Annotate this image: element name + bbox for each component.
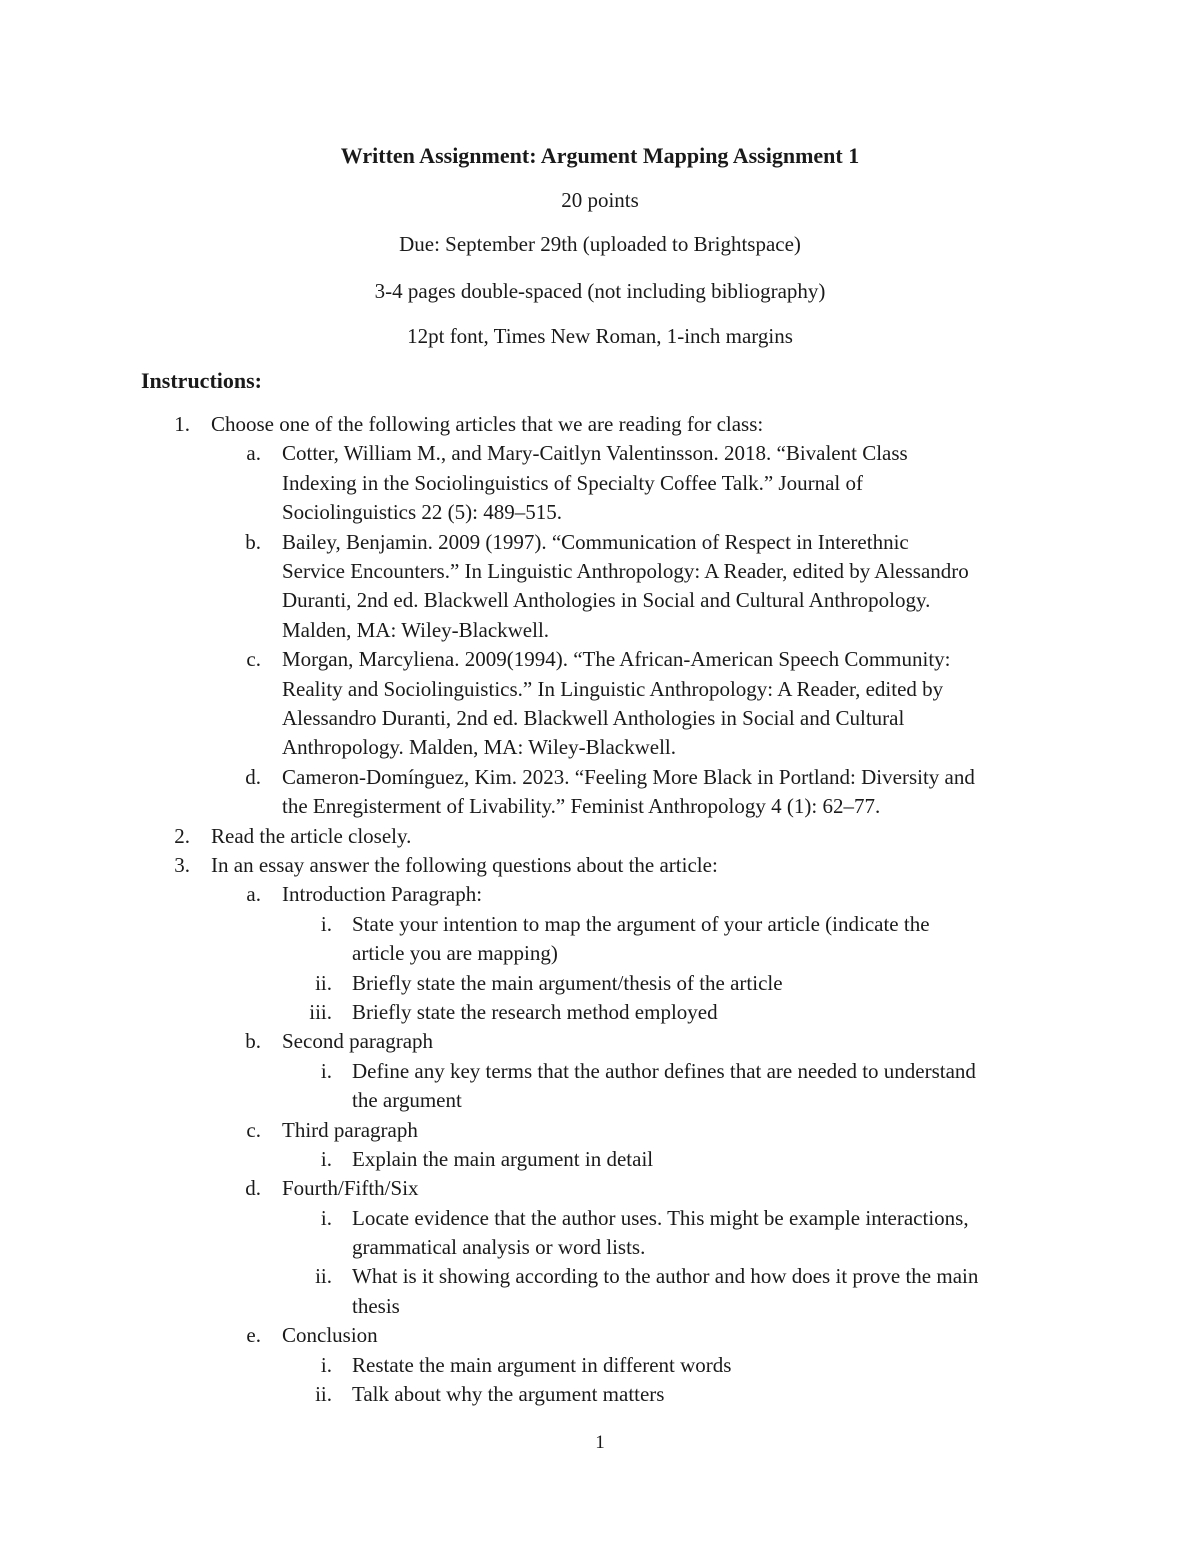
essay-part-label: Conclusion: [282, 1323, 378, 1348]
list-marker: ii.: [315, 970, 332, 995]
list-marker: i.: [320, 1205, 332, 1230]
citation-line: Reality and Sociolinguistics.” In Linguistic Anthropology: A Reader, edited by: [282, 676, 944, 701]
article-option: [0, 763, 1200, 822]
essay-part: [0, 880, 1200, 909]
due-date-line: Due: September 29th (uploaded to Brightspace): [399, 232, 801, 256]
essay-subitem: [0, 1145, 1200, 1174]
citation-line: Cameron-Domínguez, Kim. 2023. “Feeling More Black in Portland: Diversity and: [282, 764, 975, 789]
list-marker: i.: [320, 1058, 332, 1083]
subitem-line: Explain the main argument in detail: [352, 1146, 654, 1171]
list-item-text: In an essay answer the following questions about the article:: [211, 852, 718, 877]
citation-line: Cotter, William M., and Mary-Caitlyn Valentinsson. 2018. “Bivalent Class: [282, 441, 908, 466]
list-item: [0, 851, 1200, 880]
list-marker: b.: [245, 529, 261, 554]
list-marker: ii.: [315, 1382, 332, 1407]
list-marker: a.: [246, 441, 261, 466]
subitem-line: Restate the main argument in different words: [352, 1352, 732, 1377]
subitem-line: Briefly state the main argument/thesis of the article: [352, 970, 783, 995]
citation-line: Duranti, 2nd ed. Blackwell Anthologies in Social and Cultural Anthropology.: [282, 588, 931, 613]
list-marker: a.: [246, 882, 261, 907]
essay-subitem: [0, 1204, 1200, 1263]
points-line: 20 points: [561, 188, 639, 212]
subitem-line: Locate evidence that the author uses. This might be example interactions,: [352, 1205, 969, 1230]
list-marker: iii.: [309, 999, 332, 1024]
list-marker: d.: [245, 1176, 261, 1201]
list-item-text: Choose one of the following articles that we are reading for class:: [211, 412, 764, 436]
document-title: Written Assignment: Argument Mapping Assignment 1: [340, 143, 860, 168]
essay-subitem: [0, 1262, 1200, 1321]
list-item-text: Read the article closely.: [211, 823, 412, 848]
essay-subitem: [0, 1351, 1200, 1380]
list-marker: i.: [320, 1146, 332, 1171]
citation-line: Bailey, Benjamin. 2009 (1997). “Communication of Respect in Interethnic: [282, 529, 909, 554]
essay-part: [0, 1321, 1200, 1350]
list-marker: b.: [245, 1029, 261, 1054]
list-item: [0, 410, 1200, 439]
essay-part: [0, 1116, 1200, 1145]
citation-line: Morgan, Marcyliena. 2009(1994). “The African-American Speech Community:: [282, 647, 951, 672]
list-marker: i.: [320, 1352, 332, 1377]
page-number: 1: [595, 1432, 605, 1453]
list-marker: c.: [246, 1117, 261, 1142]
list-marker: d.: [245, 764, 261, 789]
subitem-line: State your intention to map the argument of your article (indicate the: [352, 911, 930, 936]
subitem-line: the argument: [352, 1088, 462, 1113]
list-marker: ii.: [315, 1264, 332, 1289]
subitem-line: grammatical analysis or word lists.: [352, 1235, 646, 1260]
subitem-line: Briefly state the research method employed: [352, 999, 718, 1024]
length-line: 3-4 pages double-spaced (not including bibliography): [374, 279, 826, 303]
article-option: [0, 439, 1200, 527]
list-item: [0, 822, 1200, 851]
subitem-line: Define any key terms that the author defines that are needed to understand: [352, 1058, 976, 1083]
essay-subitem: [0, 1057, 1200, 1116]
subitem-line: article you are mapping): [352, 941, 558, 966]
essay-subitem: [0, 969, 1200, 998]
citation-line: Alessandro Duranti, 2nd ed. Blackwell Anthologies in Social and Cultural: [282, 705, 905, 730]
essay-part-label: Third paragraph: [282, 1117, 418, 1142]
essay-subitem: [0, 1380, 1200, 1409]
subitem-line: What is it showing according to the author and how does it prove the main: [352, 1264, 979, 1289]
essay-part-label: Second paragraph: [282, 1029, 434, 1054]
citation-line: Malden, MA: Wiley-Blackwell.: [282, 617, 550, 642]
list-marker: 1.: [174, 412, 190, 436]
citation-line: Sociolinguistics 22 (5): 489–515.: [282, 500, 562, 525]
essay-part: [0, 1174, 1200, 1203]
essay-part-label: Introduction Paragraph:: [282, 882, 483, 907]
subitem-line: Talk about why the argument matters: [352, 1382, 665, 1407]
essay-part-label: Fourth/Fifth/Six: [282, 1176, 419, 1201]
instructions-heading: Instructions:: [141, 368, 263, 393]
citation-line: Anthropology. Malden, MA: Wiley-Blackwell.: [282, 735, 677, 760]
list-marker: 2.: [174, 823, 190, 848]
essay-subitem: [0, 910, 1200, 969]
article-option: [0, 528, 1200, 646]
citation-line: the Enregisterment of Livability.” Feminist Anthropology 4 (1): 62–77.: [282, 794, 881, 819]
list-marker: 3.: [174, 852, 190, 877]
article-option: [0, 645, 1200, 763]
list-marker: i.: [320, 911, 332, 936]
list-marker: c.: [246, 647, 261, 672]
format-line: 12pt font, Times New Roman, 1-inch margins: [407, 324, 793, 348]
essay-part: [0, 1027, 1200, 1056]
list-marker: e.: [246, 1323, 261, 1348]
subitem-line: thesis: [352, 1293, 400, 1318]
citation-line: Service Encounters.” In Linguistic Anthropology: A Reader, edited by Alessandro: [282, 558, 969, 583]
essay-subitem: [0, 998, 1200, 1027]
citation-line: Indexing in the Sociolinguistics of Specialty Coffee Talk.” Journal of: [282, 470, 863, 495]
instructions-list: [0, 410, 1200, 1409]
